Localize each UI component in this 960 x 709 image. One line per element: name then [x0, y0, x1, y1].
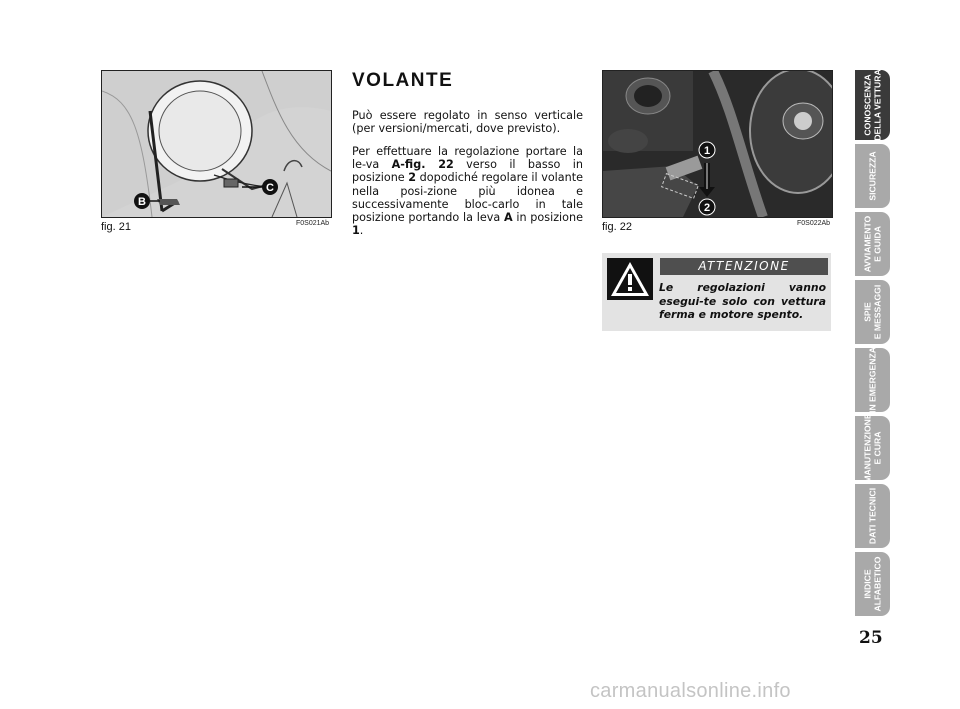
- tab-label: CONOSCENZA DELLA VETTURA: [862, 69, 882, 141]
- tab-manutenzione-e-cura[interactable]: [855, 413, 890, 483]
- paragraph-2-text-1: Per effettuare la regolazione portare la le-va: [352, 145, 583, 172]
- paragraph-2-lever-a: A: [503, 211, 513, 225]
- page-number: 25: [859, 628, 883, 648]
- figure-21-code: F0S021Ab: [296, 220, 330, 227]
- paragraph-2-position-2: 2: [408, 171, 417, 185]
- tab-avviamento-e-guida[interactable]: [855, 212, 890, 276]
- figure-22-code: F0S022Ab: [797, 220, 831, 227]
- warning-title: ATTENZIONE: [660, 258, 828, 275]
- tab-label: SICUREZZA: [866, 151, 877, 201]
- tab-label: DATI TECNICI: [866, 487, 877, 545]
- tab-conoscenza-della-vettura[interactable]: [855, 70, 890, 140]
- paragraph-2-text-3: dopodiché regolare il volante nella posi-zione più idonea e successivamente bloc-carlo in tale posizione portando la leva: [352, 171, 583, 225]
- label-b: B: [138, 196, 146, 208]
- steering-column-illustration: [102, 71, 331, 217]
- paragraph-2-ref-figure: A-fig. 22: [391, 158, 454, 172]
- tab-label: AVVIAMENTO E GUIDA: [862, 215, 882, 273]
- figure-22: [602, 70, 833, 218]
- tab-label: SPIE E MESSAGGI: [862, 284, 882, 340]
- label-position-2: 2: [703, 202, 711, 214]
- tab-label: IN EMERGENZA: [866, 347, 877, 413]
- figure-21: [101, 70, 332, 218]
- tab-in-emergenza[interactable]: [855, 348, 890, 412]
- label-position-1: 1: [703, 145, 711, 157]
- footer-watermark: carmanualsonline.info: [590, 680, 791, 702]
- tab-label: MANUTENZIONE E CURA: [862, 413, 882, 483]
- paragraph-2: [352, 145, 583, 237]
- warning-text: Le regolazioni vanno esegui-te solo con vettura ferma e motore spento.: [659, 281, 826, 321]
- tab-sicurezza[interactable]: [855, 144, 890, 208]
- steering-lever-illustration: [603, 71, 832, 217]
- figure-21-caption: fig. 21: [101, 221, 131, 233]
- label-c: C: [266, 182, 274, 194]
- tab-indice-alfabetico[interactable]: [855, 552, 890, 616]
- paragraph-2-position-1: 1: [352, 224, 360, 238]
- tab-label: INDICE ALFABETICO: [862, 556, 882, 612]
- figure-22-caption: fig. 22: [602, 221, 632, 233]
- section-title: VOLANTE: [352, 70, 454, 91]
- tab-dati-tecnici[interactable]: [855, 484, 890, 548]
- tab-spie-e-messaggi[interactable]: [855, 280, 890, 344]
- paragraph-2-text-2: verso il basso in posizione: [352, 158, 583, 185]
- paragraph-1: Può essere regolato in senso verticale (per versioni/mercati, dove previsto).: [352, 109, 583, 136]
- paragraph-2-text-4: in posizione: [512, 211, 583, 225]
- paragraph-2-text-5: .: [359, 224, 364, 238]
